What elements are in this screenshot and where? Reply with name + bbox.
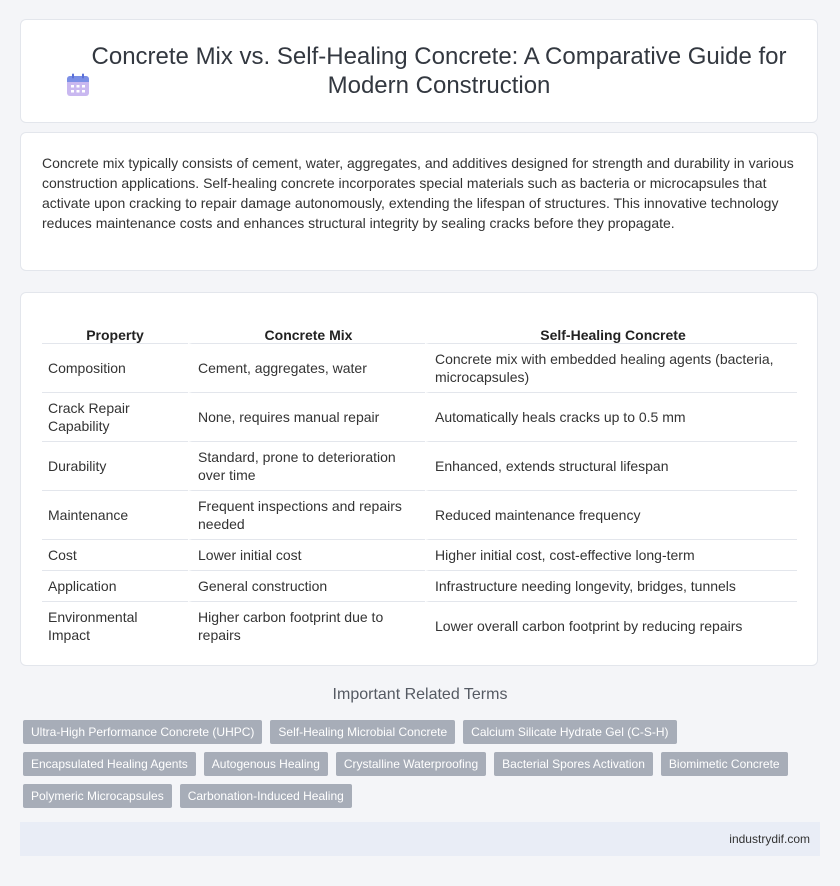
table-cell: Frequent inspections and repairs needed bbox=[188, 491, 425, 540]
table-cell: Composition bbox=[42, 344, 188, 393]
table-cell: Application bbox=[42, 571, 188, 602]
table-row bbox=[42, 571, 797, 602]
table-cell: Cement, aggregates, water bbox=[188, 344, 425, 393]
table-cell: Higher initial cost, cost-effective long-term bbox=[425, 540, 797, 571]
table-row bbox=[42, 540, 797, 571]
footer bbox=[20, 822, 820, 856]
table-cell: Crack Repair Capability bbox=[42, 393, 188, 442]
table-cell: Higher carbon footprint due to repairs bbox=[188, 602, 425, 650]
calendar-grid-icon bbox=[65, 72, 91, 98]
page-title: Concrete Mix vs. Self-Healing Concrete: A Comparative Guide for Modern Construction bbox=[91, 43, 787, 99]
related-term-tag[interactable]: Encapsulated Healing Agents bbox=[23, 752, 196, 776]
intro-card bbox=[20, 132, 818, 271]
related-term-tag[interactable]: Ultra-High Performance Concrete (UHPC) bbox=[23, 720, 262, 744]
related-term-tag[interactable]: Calcium Silicate Hydrate Gel (C-S-H) bbox=[463, 720, 676, 744]
table-cell: Environmental Impact bbox=[48, 609, 138, 643]
table-header-concrete-mix: Concrete Mix bbox=[188, 309, 425, 344]
related-term-tag[interactable]: Polymeric Microcapsules bbox=[23, 784, 172, 808]
title-card bbox=[20, 19, 818, 123]
table-cell: Reduced maintenance frequency bbox=[425, 491, 797, 540]
table-cell: Standard, prone to deterioration over time bbox=[188, 442, 425, 491]
table-cell: Infrastructure needing longevity, bridges, tunnels bbox=[425, 571, 797, 602]
related-term-tag[interactable]: Bacterial Spores Activation bbox=[494, 752, 653, 776]
table-cell: Concrete mix with embedded healing agents (bacteria, microcapsules) bbox=[425, 344, 797, 393]
related-term-tag[interactable]: Self-Healing Microbial Concrete bbox=[270, 720, 455, 744]
table-cell: None, requires manual repair bbox=[188, 393, 425, 442]
table-cell: Durability bbox=[42, 442, 188, 491]
table-cell: Enhanced, extends structural lifespan bbox=[425, 442, 797, 491]
table-cell: Lower initial cost bbox=[188, 540, 425, 571]
table-header-self-healing: Self-Healing Concrete bbox=[425, 309, 797, 344]
table-cell: Lower overall carbon footprint by reducing repairs bbox=[425, 602, 797, 650]
table-cell: Automatically heals cracks up to 0.5 mm bbox=[425, 393, 797, 442]
table-row bbox=[42, 344, 797, 393]
footer-site-link[interactable]: industrydif.com bbox=[729, 832, 810, 846]
related-term-tag[interactable]: Crystalline Waterproofing bbox=[336, 752, 486, 776]
comparison-table-card bbox=[20, 292, 818, 666]
comparison-table bbox=[42, 309, 797, 650]
table-cell: Cost bbox=[42, 540, 188, 571]
intro-paragraph: Concrete mix typically consists of cement, water, aggregates, and additives designed for strength and durability in various construction applications. Self-healing concrete incorporates special materials such as bacteria or microcapsules that activate upon cracking to repair damage autonomously, extending the lifespan of structures. This innovative technology reduces maintenance costs and enhances structural integrity by sealing cracks before they propagate. bbox=[42, 155, 794, 231]
table-row bbox=[42, 491, 797, 540]
related-terms-heading: Important Related Terms bbox=[332, 686, 508, 703]
table-cell: General construction bbox=[188, 571, 425, 602]
related-term-tag[interactable]: Carbonation-Induced Healing bbox=[180, 784, 352, 808]
related-term-tag[interactable]: Biomimetic Concrete bbox=[661, 752, 788, 776]
table-row bbox=[42, 442, 797, 491]
related-term-tag[interactable]: Autogenous Healing bbox=[204, 752, 328, 776]
related-terms-tags bbox=[23, 720, 813, 816]
table-row bbox=[42, 602, 797, 650]
table-cell: Maintenance bbox=[42, 491, 188, 540]
table-row bbox=[42, 393, 797, 442]
table-header-property: Property bbox=[42, 309, 188, 344]
